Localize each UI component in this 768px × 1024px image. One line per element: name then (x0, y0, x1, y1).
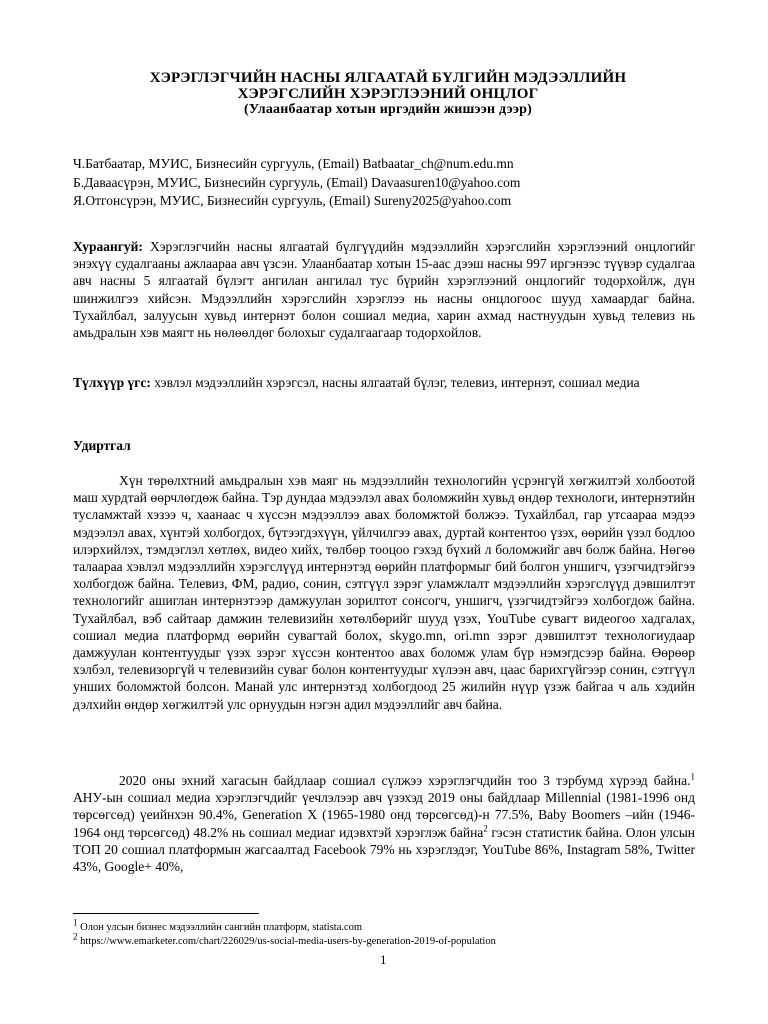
footnote-mark: 2 (73, 931, 78, 942)
paragraph-text: гэсэн статистик байна. Олон улсын ТОП 20 сошиал платформын жагсаалтад Facebook 79% нь хэрэглэдэг, YouTube 86%, Instagram 58%, Twitter 43%, Google+ 40%, (73, 824, 696, 875)
footnotes (73, 917, 496, 949)
footnote-mark: 1 (73, 917, 78, 928)
footnote-ref-2[interactable]: 2 (483, 823, 488, 834)
intro-paragraph-2 (73, 772, 695, 875)
title-line-1: ХЭРЭГЛЭГЧИЙН НАСНЫ ЯЛГААТАЙ БҮЛГИЙН МЭДЭЭЛЛИЙН (149, 70, 627, 86)
author-line: Б.Даваасүрэн, МУИС, Бизнесийн сургууль, (Email) Davaasuren10@yahoo.com (73, 174, 521, 190)
footnote (73, 917, 496, 935)
footnote-link[interactable]: https://www.emarketer.com/chart/226029/us-social-media-users-by-generation-2019-of-population (77, 936, 496, 947)
keywords-label: Түлхүүр үгс: (73, 375, 151, 390)
section-heading: Удиртгал (73, 438, 131, 453)
title-line-2: ХЭРЭГСЛИЙН ХЭРЭГЛЭЭНИЙ ОНЦЛОГ (237, 86, 539, 102)
title-subtitle: (Улаанбаатар хотын иргэдийн жишээн дээр) (244, 102, 532, 117)
abstract-label: Хураангуй: (73, 239, 143, 254)
footnote-ref-1[interactable]: 1 (690, 771, 695, 782)
author-list (73, 155, 520, 211)
paragraph-text: 2020 оны эхний хагасын байдлаар сошиал сүлжээ хэрэглэгчдийн тоо 3 тэрбумд хүрээд байна. (119, 773, 691, 788)
author-line: Ч.Батбаатар, МУИС, Бизнесийн сургууль, (Email) Batbaatar_ch@num.edu.mn (73, 156, 514, 171)
footnote-text: Олон улсын бизнес мэдээллийн сангийн платформ, statista.com (77, 922, 363, 933)
footnote (73, 931, 496, 949)
abstract (73, 238, 695, 341)
author-line: Я.Отгонсүрэн, МУИС, Бизнесийн сургууль, (Email) Sureny2025@yahoo.com (73, 193, 512, 208)
footnote-divider (73, 913, 259, 914)
page-number: 1 (380, 952, 387, 967)
paper-title (80, 70, 696, 118)
keywords (73, 374, 695, 391)
keywords-text: хэвлэл мэдээллийн хэрэгсэл, насны ялгаатай бүлэг, телевиз, интернэт, сошиал медиа (154, 375, 640, 390)
paragraph-text: АНУ-ын сошиал медиа хэрэглэгчдийг үечлэлээр авч үзэхэд 2019 оны байдлаар Millennial (1981-1996 онд төрсөгсөд) үеийнхэн 90.4%, Generation X (1965-1980 онд төрсөгсөд)-н 77.5%, Baby Boomers –ийн (1946-1964 онд төрсөгсөд) 48.2% нь сошиал медиаг идэвхтэй хэрэглэж байна (73, 790, 695, 840)
abstract-text: Хэрэглэгчийн насны ялгаатай бүлгүүдийн мэдээллийн хэрэгслийн хэрэглээний онцлогийг энэхүү судалгааны ажлаараа авч үзсэн. Улаанбаатар хотын 15-аас дээш насны 997 иргэнээс түүвэр судалгаа авч насны 5 ялгаатай бүлэгт ангилан ангилал тус бүрийн хэрэглээний онцлогийг тодорхойлж, дүн шинжилгээ хийсэн. Мэдээллийн хэрэгслийн хэрэглээ нь насны онцлогоос шууд хамаардаг байна. Тухайлбал, залуусын хувьд интернэт болон сошиал медиа, харин ахмад настнуудын хувьд телевиз нь амьдралын хэв маягт нь нөлөөлдөг болохыг судалгаагаар тодорхойлов. (73, 239, 696, 341)
intro-paragraph-1: Хүн төрөлхтний амьдралын хэв маяг нь мэдээллийн технологийн үсрэнгүй хөгжилтэй холбоотой маш хурдтай өөрчлөгдөж байна. Тэр дундаа мэдээлэл авах боломжийн хувьд өндөр технологи, интернэтийн тусламжтай хэзээ ч, хаанаас ч хүссэн мэдээллээ авах боломжтой болжээ. Тухайлбал, гар утсаараа мэдээ мэдээлэл авах, хүнтэй холбогдох, бүтээгдэхүүн, үйлчилгээ авах, дуртай контентоо үзэх, өөрийн үзэл бодлоо илэрхийлэх, тэмдэглэл хөтлөх, видео хийх, төлбөр тооцоо гэхэд бүхий л боломжийг авч болж байна. Нөгөө талаараа хэвлэл мэдээллийн хэрэгслүүд интернэтэд өөрийн платформыг бий болгон уншигч, үзэгчидтэйгээ холбогдож байна. Телевиз, ФМ, радио, сонин, сэтгүүл зэрэг уламжлалт мэдээллийн хэрэгслүүд дэвшилтэт технологийг ашиглан интернэтээр дамжуулан зорилтот сонсогч, уншигч, үзэгчидтэйгээ холбогдож байна. Тухайлбал, вэб сайтаар дамжин телевизийн хөтөлбөрийг шууд үзэх, YouTube сувагт видеогоо хадгалах, сошиал медиа платформд өөрийн сувагтай болох, skygo.mn, ori.mn зэрэг дэвшилтэт технологиудаар дамжуулан контентуудыг үзэх зэрэг хүссэн контентоо авах боломж улам бүр нэмэгдсээр байна. Өөрөөр хэлбэл, телевизоргүй ч телевизийн суваг болон контентуудыг хүлээн авч, цаас барихгүйгээр сонин, сэтгүүл унших боломжтой болсон. Манай улс интернэтэд холбогдоод 25 жилийн нүүр үзэж байгаа ч аль хэдийн дэлхийн өндөр хөгжилтэй улс орнуудын нэгэн адил мэдээллийг авч байна. (73, 473, 695, 712)
